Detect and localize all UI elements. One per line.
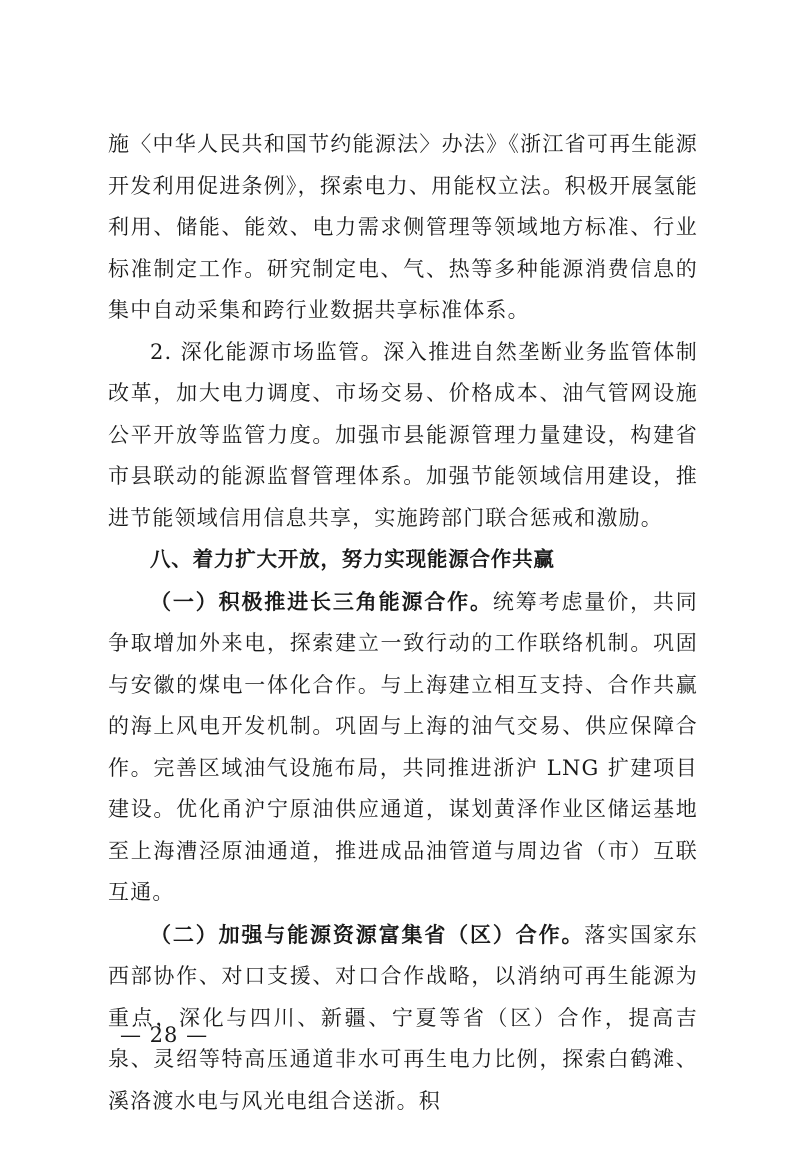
paragraph-market-supervision: 2. 深化能源市场监管。深入推进自然垄断业务监管体制改革，加大电力调度、市场交易、价格成本、油气管网设施公平开放等监管力度。加强市县能源管理力量建设，构建省市县联动的能源监督管理体系。加强节能领域信用建设，推进节能领域信用信息共享，实施跨部门联合惩戒和激励。 [108, 339, 698, 530]
document-body [108, 124, 698, 1122]
subsection-text: 落实国家东西部协作、对口支援、对口合作战略，以消纳可再生能源为重点，深化与四川、新疆、宁夏等省（区）合作，提高吉泉、灵绍等特高压通道非水可再生电力比例，探索白鹤滩、溪洛渡水电与风光电组合送浙。积 [108, 922, 699, 1113]
subsection-text: 统筹考虑量价，共同争取增加外来电，探索建立一致行动的工作联络机制。巩固与安徽的煤电一体化合作。与上海建立相互支持、合作共赢的海上风电开发机制。巩固与上海的油气交易、供应保障合作。完善区域油气设施布局，共同推进浙沪 LNG 扩建项目建设。优化甬沪宁原油供应通道，谋划黄泽作业区储运基地至上海漕泾原油通道，推进成品油管道与周边省（市）互联互通。 [108, 589, 698, 904]
subsection-lead: （一）积极推进长三角能源合作。 [150, 588, 493, 614]
subsection-resource-provinces [108, 914, 698, 1123]
subsection-lead: （二）加强与能源资源富集省（区）合作。 [150, 921, 585, 947]
subsection-yangtze-delta [108, 581, 698, 914]
section-heading: 八、着力扩大开放，努力实现能源合作共赢 [150, 547, 555, 571]
page-number: — 28 — [120, 1023, 209, 1047]
paragraph-regulations: 施〈中华人民共和国节约能源法〉办法》《浙江省可再生能源开发利用促进条例》，探索电力、用能权立法。积极开展氢能利用、储能、能效、电力需求侧管理等领域地方标准、行业标准制定工作。研究制定电、气、热等多种能源消费信息的集中自动采集和跨行业数据共享标准体系。 [108, 132, 698, 322]
